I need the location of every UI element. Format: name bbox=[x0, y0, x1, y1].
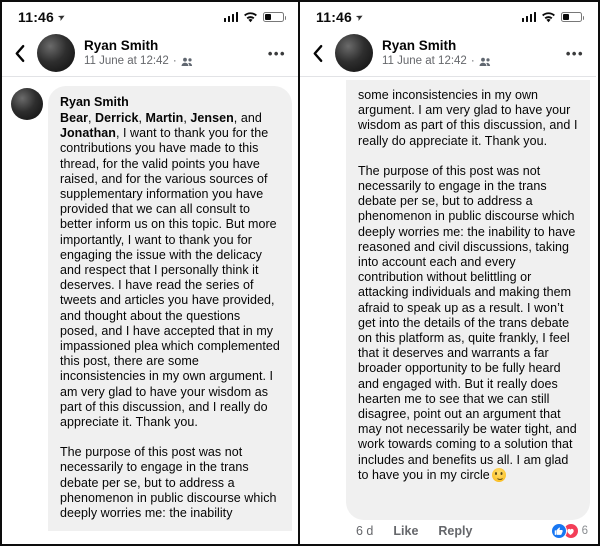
battery-icon bbox=[263, 12, 284, 22]
post-header-meta bbox=[382, 38, 564, 68]
mention-separator: , bbox=[183, 111, 191, 125]
cellular-signal-icon bbox=[522, 12, 537, 22]
like-button[interactable]: Like bbox=[393, 524, 419, 538]
commenter-avatar[interactable] bbox=[11, 88, 43, 120]
status-bar-left bbox=[18, 9, 66, 25]
dot-separator: · bbox=[172, 55, 177, 67]
comment-text: , I want to thank you for the contributions you have made to this thread, for the valid points you have raised, and for the various sources of supplementary information you have provided that we can all consult to better inform us on this topic. But more importantly, I want to thank you for engaging the issue with the delicacy and respect that I personally think it deserves. I have read the series of tweets and articles you have provided, and thought about the questions posed, and I have accepted that in my impassioned plea which complemented this post, there are some inconsistencies in my own argument. I am very glad to have your wisdom as part of this discussion, and I really do appreciate it. Thank you. bbox=[60, 126, 280, 430]
battery-icon bbox=[561, 12, 582, 22]
status-bar bbox=[2, 2, 298, 30]
more-options-button[interactable]: ••• bbox=[267, 45, 286, 61]
commenter-name[interactable]: Ryan Smith bbox=[60, 95, 129, 109]
wifi-icon bbox=[243, 12, 258, 23]
mention-link[interactable]: Jonathan bbox=[60, 126, 116, 141]
status-bar-right bbox=[224, 12, 285, 23]
comment-actions-row bbox=[300, 520, 596, 544]
mention-separator: , bbox=[138, 111, 146, 125]
thumbs-up-reaction-icon bbox=[551, 523, 567, 539]
slightly-smiling-face-emoji bbox=[492, 468, 506, 482]
post-header-meta bbox=[84, 38, 266, 68]
post-author-name[interactable]: Ryan Smith bbox=[84, 38, 159, 53]
status-bar bbox=[300, 2, 596, 30]
post-header bbox=[300, 30, 596, 76]
more-options-button[interactable]: ••• bbox=[565, 45, 584, 61]
comment-paragraph-1 bbox=[60, 111, 280, 430]
clock-time: 11:46 bbox=[18, 9, 55, 25]
clock-time: 11:46 bbox=[316, 9, 353, 25]
back-button[interactable] bbox=[308, 42, 327, 65]
screenshot-right bbox=[300, 2, 596, 544]
reply-button[interactable]: Reply bbox=[438, 524, 473, 538]
comment-area-right bbox=[300, 77, 596, 544]
comment-paragraph-1-tail: some inconsistencies in my own argument. I am very glad to have your wisdom as part of this discussion, and I really do appreciate it. Thank you. bbox=[358, 88, 578, 148]
post-author-avatar[interactable] bbox=[335, 34, 373, 72]
screenshot-left bbox=[2, 2, 298, 544]
post-author-name[interactable]: Ryan Smith bbox=[382, 38, 457, 53]
comment-bubble bbox=[48, 86, 292, 531]
post-header bbox=[2, 30, 298, 76]
comment-paragraph-2-partial: The purpose of this post was not necessarily to engage in the trans debate per se, but to address a phenomenon in public discourse which deeply worries me: the inability bbox=[60, 445, 277, 521]
reaction-count: 6 bbox=[581, 525, 588, 537]
chevron-left-icon bbox=[312, 44, 323, 63]
wifi-icon bbox=[541, 12, 556, 23]
comment-paragraph-2 bbox=[358, 164, 578, 483]
post-subline bbox=[382, 55, 564, 68]
friends-audience-icon bbox=[181, 57, 193, 67]
cellular-signal-icon bbox=[224, 12, 239, 22]
post-subline bbox=[84, 55, 266, 68]
reaction-summary[interactable] bbox=[551, 523, 588, 539]
comment-bubble-continued bbox=[346, 80, 590, 520]
mention-link[interactable]: Bear bbox=[60, 111, 88, 125]
mention-separator: , and bbox=[233, 111, 262, 125]
friends-audience-icon bbox=[479, 57, 491, 67]
post-timestamp: 11 June at 12:42 bbox=[84, 55, 169, 67]
location-services-icon: ➤ bbox=[353, 10, 366, 23]
post-timestamp: 11 June at 12:42 bbox=[382, 55, 467, 67]
comment-text: The purpose of this post was not necessarily to engage in the trans debate per se, but to address a phenomenon in public discourse which deeply worries me: the inability to have reasoned and civil discussions, taking into account each and every contribution without belittling or attacking individuals and making them afraid to speak up as a result. I won’t get into the details of the trans debate on this platform as, quite frankly, I feel that it deserves and warrants a far broader opportunity to be fully heard and engaged with. But it really does hearten me to see that we can still disagree, point out an argument that may not necessarily be water tight, and work towards coming to a solution that includes and benefits us all. I am glad to have you in my circle bbox=[358, 163, 577, 482]
mention-link[interactable]: Jensen bbox=[190, 111, 234, 125]
dot-separator: · bbox=[470, 55, 475, 67]
back-button[interactable] bbox=[10, 42, 29, 65]
mention-link[interactable]: Martin bbox=[145, 111, 184, 125]
comment-area-left bbox=[2, 77, 298, 544]
mention-separator: , bbox=[88, 111, 96, 125]
chevron-left-icon bbox=[14, 44, 25, 63]
comment-age: 6 d bbox=[356, 524, 374, 538]
post-author-avatar[interactable] bbox=[37, 34, 75, 72]
location-services-icon: ➤ bbox=[55, 10, 68, 23]
mention-link[interactable]: Derrick bbox=[95, 111, 139, 125]
status-bar-left bbox=[316, 9, 364, 25]
status-bar-right bbox=[522, 12, 583, 23]
